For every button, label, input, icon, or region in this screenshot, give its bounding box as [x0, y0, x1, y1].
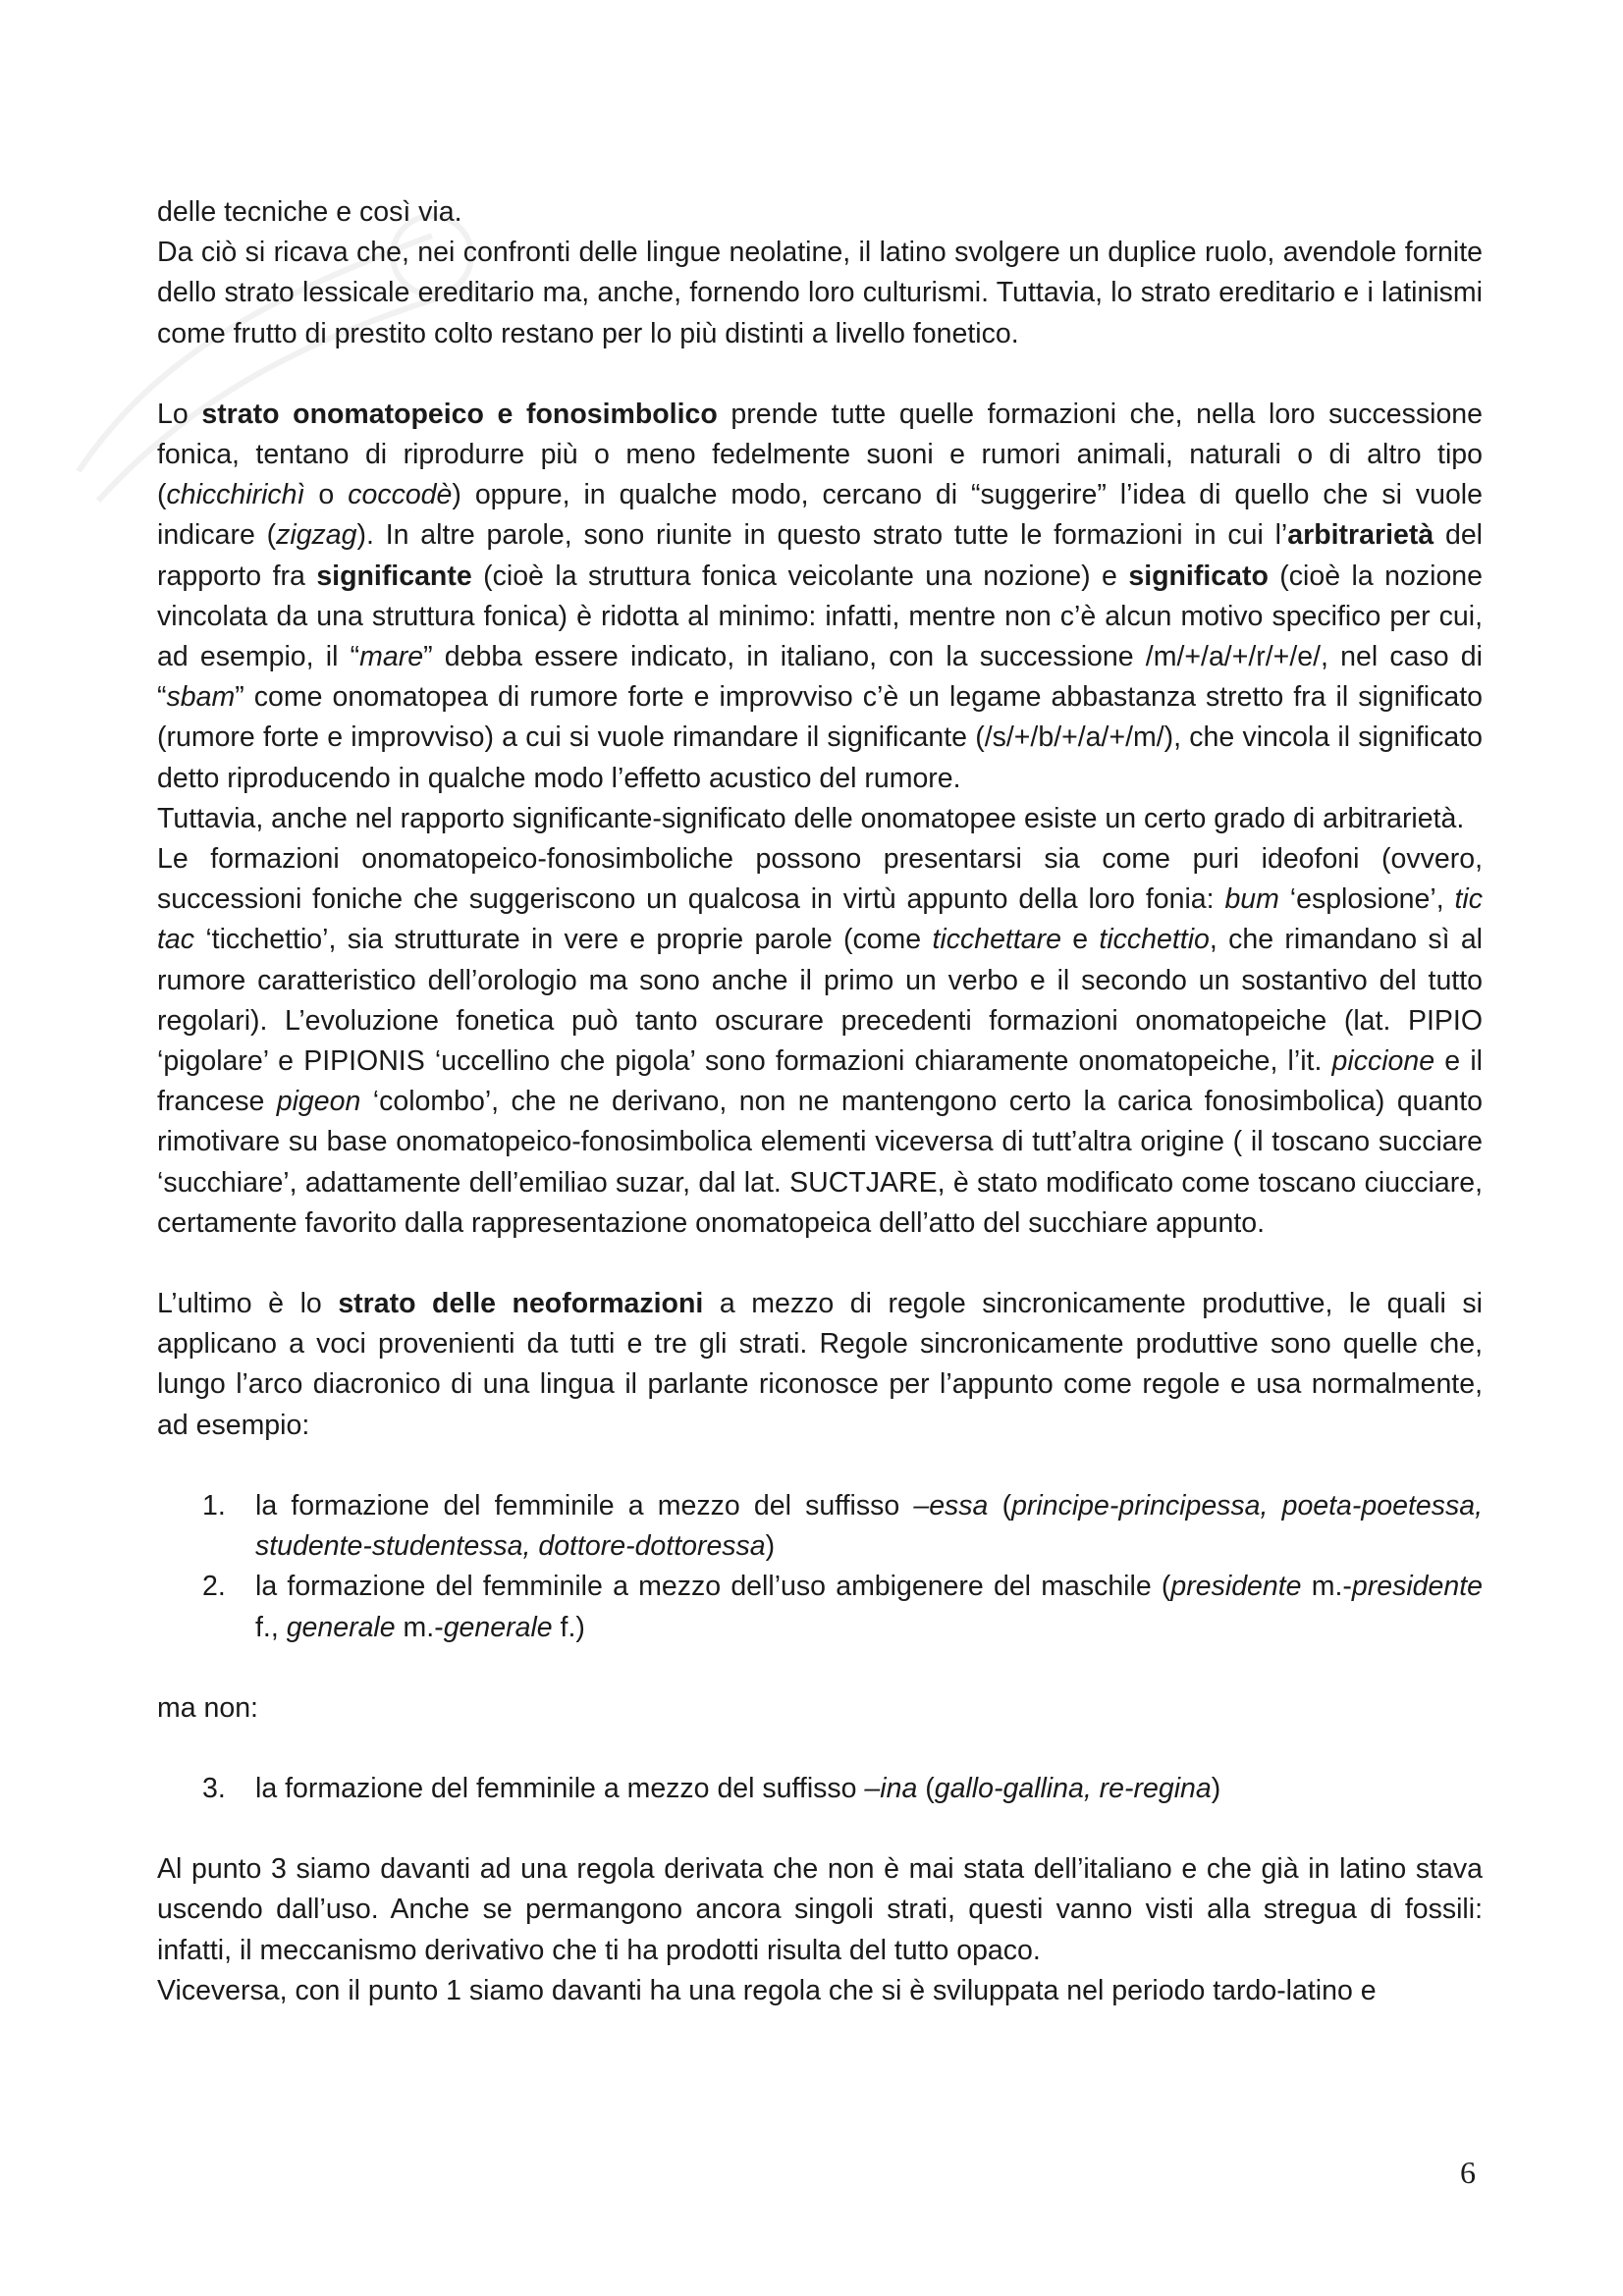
list-number: 3.: [202, 1772, 226, 1804]
paragraph: delle tecniche e così via.: [157, 196, 462, 228]
paragraph-onomatopoeic-forms: Le formazioni onomatopeico-fonosimboliche possono presentarsi sia come puri ideofoni (ovvero, successioni foniche che suggeriscono un qualcosa in virtù appunto della loro fonia: bum ‘esplosione’, tic tac ‘ticchettio’, sia strutturate in vere e proprie parole (come ticchettare e ticchettio, che rimandano sì al rumore caratteristico dell’orologio ma sono anche il primo un verbo e il secondo un sostantivo del tutto regolari). L’evoluzione fonetica può tanto oscurare precedenti formazioni onomatopeiche (lat. PIPIO ‘pigolare’ e PIPIONIS ‘uccellino che pigola’ sono formazioni chiaramente onomatopeiche, l’it. piccione e il francese pigeon ‘colombo’, che ne derivano, non ne mantengono certo la carica fonosimbolica) quanto rimotivare su base onomatopeico-fonosimbolica elementi viceversa di tutt’altra origine ( il toscano succiare ‘succhiare’, adattamente dell’emiliao suzar, dal lat. SUCTJARE, è stato modificato come toscano ciucciare, certamente favorito dalla rappresentazione onomatopeica dell’atto del succhiare appunto.: [157, 843, 1484, 1239]
italic-term: chicchirichì: [166, 479, 305, 511]
italic-term: piccione: [1331, 1045, 1435, 1078]
italic-term: zigzag: [276, 519, 357, 552]
paragraph: Viceversa, con il punto 1 siamo davanti ha una regola che si è sviluppata nel periodo tardo-latino e: [157, 1974, 1377, 2006]
italic-term: coccodè: [348, 479, 453, 511]
list-number: 1.: [202, 1489, 226, 1522]
list-item: 1. la formazione del femminile a mezzo del suffisso –essa (principe-principessa, poeta-poetessa, studente-studentessa, dottore-dottoressa): [157, 1486, 1483, 1567]
bold-term: significato: [1128, 560, 1269, 592]
paragraph-neoformations: L’ultimo è lo strato delle neoformazioni a mezzo di regole sincronicamente produttive, le quali si applicano a voci provenienti da tutti e tre gli strati. Regole sincronicamente produttive sono quelle che, lungo l’arco diacronico di una lingua il parlante riconosce per l’appunto come regole e usa normalmente, ad esempio:: [157, 1288, 1483, 1441]
paragraph: Al punto 3 siamo davanti ad una regola derivata che non è mai stata dell’italiano e che già in latino stava uscendo dall’uso. Anche se permangono ancora singoli strati, questi vanno visti alla stregua di fossili: infatti, il meccanismo derivativo che ti ha prodotti risulta del tutto opaco.: [157, 1853, 1483, 1966]
page-number: 6: [1460, 2155, 1476, 2190]
list-item: 2. la formazione del femminile a mezzo dell’uso ambigenere del maschile (presidente m.-presidente f., generale m.-generale f.): [157, 1567, 1483, 1647]
list-item: 3. la formazione del femminile a mezzo del suffisso –ina (gallo-gallina, re-regina): [157, 1769, 1483, 1809]
list-number: 2.: [202, 1571, 226, 1603]
numbered-list: [157, 1486, 1483, 1648]
italic-term: ticchettare: [932, 924, 1061, 956]
italic-term: sbam: [166, 681, 236, 714]
bold-term: arbitrarietà: [1287, 519, 1434, 552]
bold-term: significante: [316, 560, 472, 592]
numbered-list: [157, 1769, 1483, 1809]
italic-term: pigeon: [276, 1086, 361, 1118]
italic-term: bum: [1224, 883, 1279, 916]
document-page: [157, 192, 1483, 2011]
paragraph-ma-non: ma non:: [157, 1691, 258, 1724]
paragraph: Tuttavia, anche nel rapporto significante-significato delle onomatopee esiste un certo grado di arbitrarietà.: [157, 802, 1465, 834]
bold-term: strato onomatopeico e fonosimbolico: [201, 398, 718, 430]
paragraph: Da ciò si ricava che, nei confronti delle lingue neolatine, il latino svolgere un duplice ruolo, avendole fornite dello strato lessicale ereditario ma, anche, fornendo loro culturismi. Tuttavia, lo strato ereditario e i latinismi come frutto di prestito colto restano per lo più distinti a livello fonetico.: [157, 237, 1483, 349]
italic-term: tic tac: [157, 883, 1483, 956]
bold-term: strato delle neoformazioni: [338, 1288, 704, 1320]
paragraph-onomatopoeic-layer: Lo strato onomatopeico e fonosimbolico prende tutte quelle formazioni che, nella loro successione fonica, tentano di riprodurre più o meno fedelmente suoni e rumori animali, naturali o di altro tipo (chicchirichì o coccodè) oppure, in qualche modo, cercano di “suggerire” l’idea di quello che si vuole indicare (zigzag). In altre parole, sono riunite in questo strato tutte le formazioni in cui l’arbitrarietà del rapporto fra significante (cioè la struttura fonica veicolante una nozione) e significato (cioè la nozione vincolata da una struttura fonica) è ridotta al minimo: infatti, mentre non c’è alcun motivo specifico per cui, ad esempio, il “mare” debba essere indicato, in italiano, con la successione /m/+/a/+/r/+/e/, nel caso di “sbam” come onomatopea di rumore forte e improvviso c’è un legame abbastanza stretto fra il significato (rumore forte e improvviso) a cui si vuole rimandare il significante (/s/+/b/+/a/+/m/), che vincola il significato detto riproducendo in qualche modo l’effetto acustico del rumore.: [157, 398, 1484, 794]
italic-term: mare: [359, 641, 424, 673]
italic-term: ticchettio: [1099, 924, 1210, 956]
